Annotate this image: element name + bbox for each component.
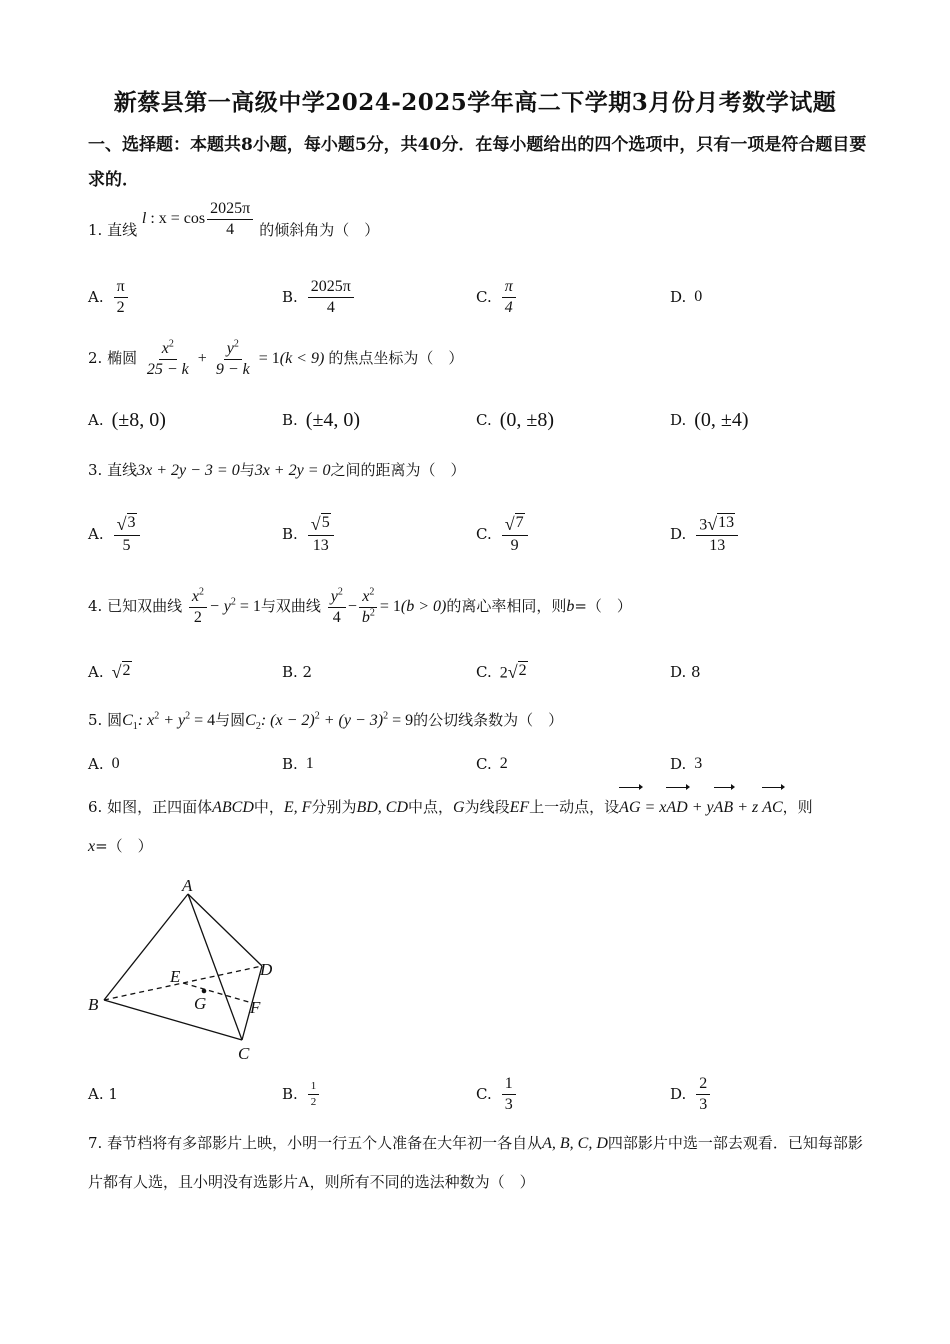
q2-prefix: 2. 椭圆 — [88, 349, 138, 367]
label-a: A — [182, 876, 193, 895]
q3-prefix: 3. 直线 — [88, 461, 138, 479]
q1-option-c[interactable]: C. $\frac{\pi}{4}$ — [476, 277, 518, 317]
q3-options — [88, 514, 873, 554]
q2-suffix: 的焦点坐标为（ ） — [328, 349, 464, 367]
q1-suffix: 的倾斜角为（ ） — [259, 221, 380, 239]
edge-ad — [188, 894, 262, 966]
q2-equation: $\frac{x^2}{25 - k}$ + $\frac{y^2}{9 - k}$ = 1(k < 9) — [146, 338, 325, 378]
q3-option-a[interactable]: A. √ 3 5 — [88, 514, 142, 554]
q1-frac-den: 4 — [226, 220, 235, 238]
q5-option-a[interactable]: A. 0 — [88, 755, 120, 773]
q6-options — [88, 1074, 873, 1114]
q1-prefix: 1. 直线 — [88, 221, 138, 239]
q4-options — [88, 652, 873, 692]
label-b: B — [88, 995, 99, 1014]
q2-options — [88, 400, 873, 440]
q3-eq2: 3x + 2y = 0 — [254, 462, 331, 479]
q4-equation-1: $\frac{x^2}{2}$ − $y^2 = 1$ — [187, 598, 261, 615]
q5-option-b[interactable]: B. 1 — [282, 755, 314, 773]
q3-suffix: 之间的距离为（ ） — [330, 461, 466, 479]
question-4 — [88, 588, 873, 626]
q5-circle-2: $C_2$: $(x - 2)^2 + (y - 3)^2 = 9$ — [245, 710, 414, 733]
edge-ac — [188, 894, 242, 1040]
q1-frac-num: 2025π — [207, 200, 253, 220]
q4-prefix: 4. 已知双曲线 — [88, 597, 183, 615]
question-5 — [88, 702, 873, 739]
q3-eq1: 3x + 2y − 3 = 0 — [137, 462, 240, 479]
q2-option-d[interactable]: D. (0, ±4) — [670, 408, 749, 431]
q5-option-c[interactable]: C. 2 — [476, 755, 508, 773]
q6-option-b[interactable]: B. $\frac{1}{2}$ — [282, 1074, 321, 1114]
q2-option-a[interactable]: A. (±8, 0) — [88, 408, 166, 431]
q4-b: b — [566, 598, 575, 615]
question-6: 6. 如图，正四面体ABCD中，E, F分别为BD, CD中点，G为线段EF上一动点，设AG = xAD + yAB + z AC，则x=（ ） — [88, 788, 873, 866]
q4-suffix1: 的离心率相同，则 — [446, 597, 567, 615]
q4-suffix2: =（ ） — [574, 597, 632, 615]
q4-option-c[interactable]: C. 2 √ 2 — [476, 661, 527, 682]
point-g — [202, 989, 207, 994]
label-d: D — [260, 960, 273, 979]
label-f: F — [250, 998, 261, 1017]
q2-option-c[interactable]: C. (0, ±8) — [476, 408, 555, 431]
q1-line-name: l — [141, 210, 147, 227]
q3-mid: 与 — [239, 461, 255, 479]
q1-option-b[interactable]: B. $\frac{2025\pi}{4}$ — [282, 277, 356, 317]
q4-option-d[interactable]: D. 8 — [670, 663, 701, 681]
q5-suffix: 的公切线条数为（ ） — [413, 711, 564, 729]
q4-option-b[interactable]: B. 2 — [282, 663, 313, 681]
q6-option-c[interactable]: C. $\frac{1}{3}$ — [476, 1074, 518, 1114]
q3-option-c[interactable]: C. √ 7 9 — [476, 514, 530, 554]
q2-option-b[interactable]: B. (±4, 0) — [282, 408, 361, 431]
q6-option-a[interactable]: A. 1 — [88, 1085, 118, 1103]
q5-prefix: 5. 圆 — [88, 711, 123, 729]
section-heading: 一、选择题：本题共8小题，每小题5分，共40分．在每小题给出的四个选项中，只有一项是符合题目要求的． — [88, 135, 867, 190]
exam-title: 新蔡县第一高级中学2024-2025学年高二下学期3月份月考数学试题 — [113, 89, 837, 116]
q3-option-d[interactable]: D. 3 √ 13 13 — [670, 514, 740, 554]
q5-circle-1: $C_1$: $x^2 + y^2 = 4$ — [122, 710, 216, 733]
q4-mid: 与双曲线 — [260, 597, 321, 615]
edge-bc — [104, 1000, 242, 1040]
q4-equation-2: $\frac{y^2}{4}$ − $\frac{x^2}{b^2}$ = 1(b > 0) — [326, 598, 447, 615]
q1-option-a[interactable]: A. $\frac{\pi}{2}$ — [88, 277, 130, 317]
question-2 — [88, 340, 873, 378]
q5-mid: 与圆 — [215, 711, 246, 729]
q3-option-b[interactable]: B. √ 5 13 — [282, 514, 336, 554]
q6-option-d[interactable]: D. $\frac{2}{3}$ — [670, 1074, 712, 1114]
q1-option-d[interactable]: D. 0 — [670, 288, 703, 306]
q4-option-a[interactable]: A. √ 2 — [88, 661, 131, 682]
tetrahedron-figure — [84, 874, 284, 1064]
label-e: E — [170, 967, 181, 986]
label-g: G — [194, 994, 207, 1013]
question-3 — [88, 452, 873, 489]
q5-option-d[interactable]: D. 3 — [670, 755, 703, 773]
label-c: C — [238, 1044, 250, 1063]
q1-options — [88, 277, 873, 317]
q1-eq-left: : x = cos — [146, 210, 206, 227]
question-7: 7. 春节档将有多部影片上映，小明一行五个人准备在大年初一各自从A, B, C, D四部影片中选一部去观看．已知每部影片都有人选，且小明没有选影片A，则所有不同的选法种数为（ ） — [88, 1134, 863, 1191]
q5-options — [88, 744, 873, 784]
